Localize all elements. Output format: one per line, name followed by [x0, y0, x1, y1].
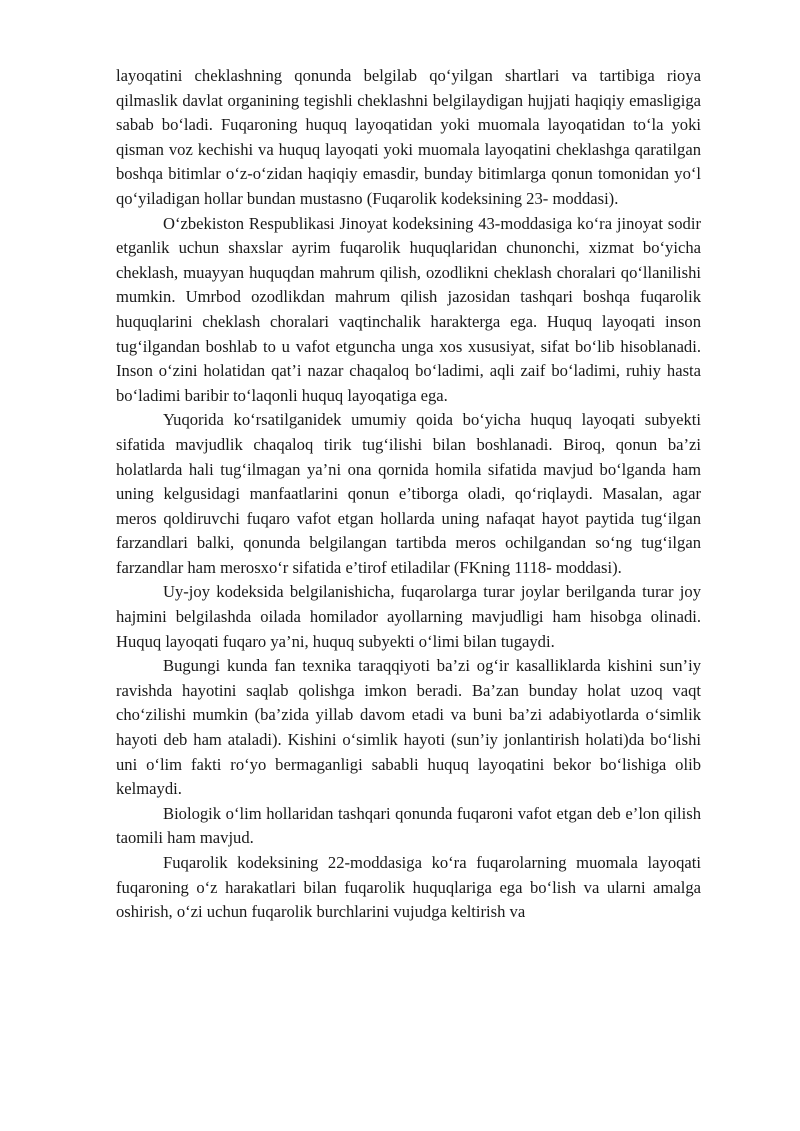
paragraph-article-22: Fuqarolik kodeksining 22-moddasiga ko‘ra fuqarolarning muomala layoqati fuqaroning o‘z harakatlari bilan fuqarolik huquqlariga ega bo‘lish va ularni amalga oshirish, o‘zi uchun fuqarolik burchlarini vujudga keltirish va	[116, 853, 701, 922]
paragraph-criminal-code: O‘zbekiston Respublikasi Jinoyat kodeksining 43-moddasiga ko‘ra jinoyat sodir etganlik uchun shaxslar ayrim fuqarolik huquqlaridan chunonchi, xizmat bo‘yicha cheklash, muayyan huquqdan mahrum qilish, ozodlikni cheklash choralari qo‘llanilishi mumkin. Umrbod ozodlikdan mahrum qilish jazosidan tashqari boshqa fuqarolik huquqlarini cheklash choralari vaqtinchalik harakterga ega. Huquq layoqati inson tug‘ilgandan boshlab to u vafot etguncha unga xos xususiyat, sifat bo‘lib hisoblanadi. Inson o‘zini holatidan qat’i nazar chaqaloq bo‘ladimi, aqli zaif bo‘ladimi, ruhiy hasta bo‘ladimi baribir to‘laqonli huquq layoqatiga ega.	[116, 213, 701, 405]
paragraph-continuation: layoqatini cheklashning qonunda belgilab qo‘yilgan shartlari va tartibiga rioya qilmaslik davlat organining tegishli cheklashni belgilaydigan hujjati haqiqiy emasligiga sabab bo‘ladi. Fuqaroning huquq layoqatidan yoki muomala layoqatidan to‘la yoki qisman voz kechishi va huquq layoqati yoki muomala layoqatini cheklashga qaratilgan boshqa bitimlar o‘z-o‘zidan haqiqiy emasdir, bunday bitimlarga qonun tomonidan yo‘l qo‘yiladigan hollar bundan mustasno (Fuqarolik kodeksining 23- moddasi).	[116, 66, 701, 208]
paragraph-legal-capacity-birth: Yuqorida ko‘rsatilganidek umumiy qoida bo‘yicha huquq layoqati subyekti sifatida mavjudlik chaqaloq tirik tug‘ilishi bilan boshlanadi. Biroq, qonun ba’zi holatlarda hali tug‘ilmagan ya’ni ona qornida homila sifatida mavjud bo‘lganda ham uning kelgusidagi manfaatlarini qonun e’tiborga oladi, qo‘riqlaydi. Masalan, agar meros qoldiruvchi fuqaro vafot etgan hollarda uning nafaqat hayot paytida tug‘ilgan farzandlari balki, qonunda belgilangan tartibda meros ochilgandan so‘ng tug‘ilgan farzandlar ham merosxo‘r sifatida e’tirof etiladilar (FKning 1118- moddasi).	[116, 410, 701, 577]
paragraph-housing-code: Uy-joy kodeksida belgilanishicha, fuqarolarga turar joylar berilganda turar joy hajmini belgilashda oilada homilador ayollarning mavjudligi ham hisobga olinadi. Huquq layoqati fuqaro ya’ni, huquq subyekti o‘limi bilan tugaydi.	[116, 582, 701, 651]
paragraph-biological-death: Biologik o‘lim hollaridan tashqari qonunda fuqaroni vafot etgan deb e’lon qilish taomili ham mavjud.	[116, 803, 701, 848]
document-page	[116, 64, 701, 925]
paragraph-technology: Bugungi kunda fan texnika taraqqiyoti ba’zi og‘ir kasalliklarda kishini sun’iy ravishda hayotini saqlab qolishga imkon beradi. Ba’zan bunday holat uzoq vaqt cho‘zilishi mumkin (ba’zida yillab davom etadi va buni ba’zi adabiyotlarda o‘simlik hayoti deb ham ataladi). Kishini o‘simlik hayoti (sun’iy jonlantirish holati)da bo‘lishi uni o‘lim fakti ro‘yo bermaganligi sababli huquq layoqatini bekor bo‘lishiga olib kelmaydi.	[116, 656, 701, 799]
